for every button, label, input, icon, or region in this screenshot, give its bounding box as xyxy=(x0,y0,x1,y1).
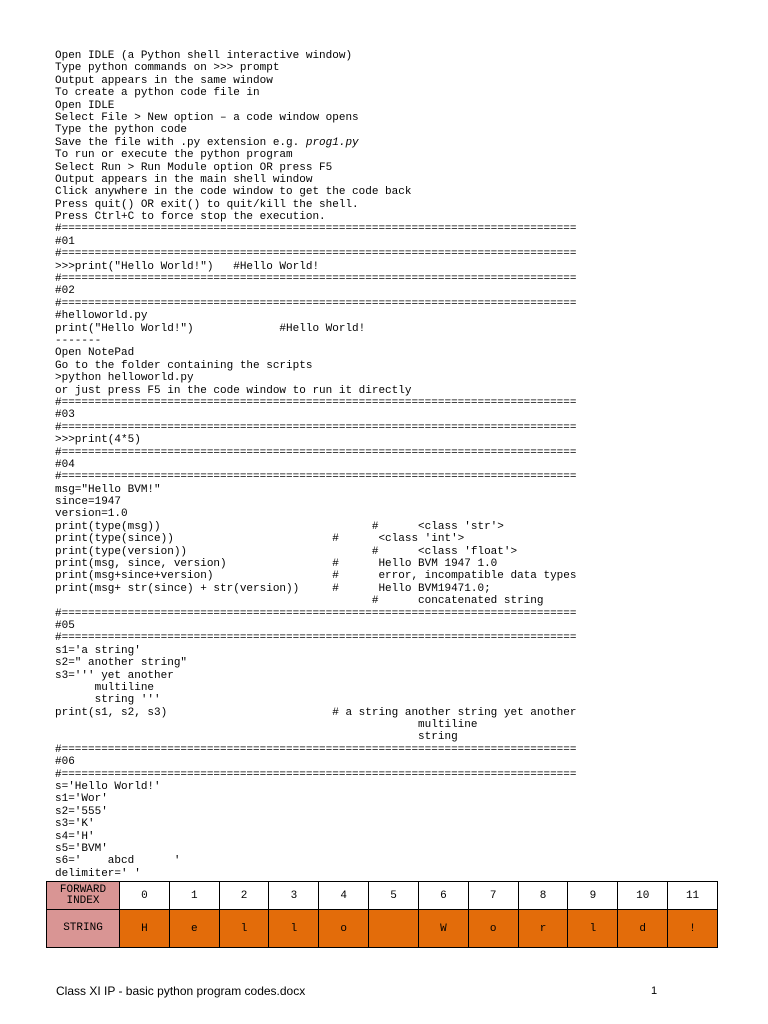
code-line-text: s2='555' xyxy=(55,805,108,818)
code-line xyxy=(55,298,615,310)
example-filename: prog1.py xyxy=(305,136,359,149)
code-line-text: print(msg, since, version) # Hello BVM 1947 1.0 xyxy=(55,558,498,571)
code-line-text: s5='BVM' xyxy=(55,843,108,855)
string-index-table xyxy=(46,881,718,948)
forward-index-cell: 1 xyxy=(169,882,219,910)
code-line xyxy=(55,186,615,198)
code-line xyxy=(55,818,615,830)
code-line-text: #02 xyxy=(55,285,75,298)
code-listing xyxy=(55,50,615,880)
string-char-cell: W xyxy=(418,910,468,948)
code-line-text: Click anywhere in the code window to get the code back xyxy=(55,186,412,199)
string-row xyxy=(47,910,718,948)
forward-index-cell: 5 xyxy=(369,882,419,910)
code-line xyxy=(55,385,615,397)
code-line xyxy=(55,87,615,99)
code-line-text: #============================================================================== xyxy=(55,743,577,756)
code-line xyxy=(55,484,615,496)
code-line-text: s3=''' yet another xyxy=(55,669,174,682)
code-line xyxy=(55,471,615,483)
code-line-text: version=1.0 xyxy=(55,508,128,521)
string-char-cell: e xyxy=(169,910,219,948)
forward-index-cell: 11 xyxy=(668,882,718,910)
code-line xyxy=(55,707,615,719)
code-line xyxy=(55,806,615,818)
code-line-text: #01 xyxy=(55,235,75,248)
forward-index-cell: 9 xyxy=(568,882,618,910)
code-line-text: Press quit() OR exit() to quit/kill the shell. xyxy=(55,198,359,211)
code-line-text: #03 xyxy=(55,409,75,422)
code-line xyxy=(55,533,615,545)
code-line-text: string ''' xyxy=(55,694,161,707)
code-line-text: s='Hello World!' xyxy=(55,781,161,794)
code-line-text: string xyxy=(55,731,458,744)
code-line xyxy=(55,546,615,558)
code-line-text: print(type(msg)) # <class 'str'> xyxy=(55,520,504,533)
code-line xyxy=(55,347,615,359)
code-line xyxy=(55,843,615,855)
code-line-text: print(type(since)) # <class 'int'> xyxy=(55,533,465,546)
page-number: 1 xyxy=(651,985,658,997)
code-line-text: Go to the folder containing the scripts xyxy=(55,359,313,372)
forward-index-cell: 2 xyxy=(219,882,269,910)
forward-index-cell: 4 xyxy=(319,882,369,910)
code-line xyxy=(55,855,615,867)
code-line-text: s3='K' xyxy=(55,818,95,831)
code-line xyxy=(55,434,615,446)
code-line-text: >>>print("Hello World!") #Hello World! xyxy=(55,260,320,273)
code-line xyxy=(55,719,615,731)
code-line xyxy=(55,583,615,595)
string-char-cell: l xyxy=(269,910,319,948)
code-line xyxy=(55,756,615,768)
string-char-cell: l xyxy=(219,910,269,948)
code-line-text: Select Run > Run Module option OR press F5 xyxy=(55,161,333,174)
code-line-text: s1='a string' xyxy=(55,644,141,657)
string-char-cell xyxy=(369,910,419,948)
forward-index-cell: 3 xyxy=(269,882,319,910)
code-line xyxy=(55,682,615,694)
code-line xyxy=(55,223,615,235)
code-line-text: #============================================================================== xyxy=(55,273,577,286)
code-line xyxy=(55,694,615,706)
code-line xyxy=(55,397,615,409)
code-line-text: print(msg+ str(since) + str(version)) # Hello BVM19471.0; xyxy=(55,582,491,595)
string-char-cell: d xyxy=(618,910,668,948)
code-line xyxy=(55,409,615,421)
forward-index-cell: 0 xyxy=(120,882,170,910)
code-line-text: #============================================================================== xyxy=(55,632,577,645)
code-line-text: print(msg+since+version) # error, incompatible data types xyxy=(55,570,577,583)
code-line xyxy=(55,335,615,347)
string-char-cell: o xyxy=(319,910,369,948)
code-line-text: >>>print(4*5) xyxy=(55,434,141,447)
code-line-text: Press Ctrl+C to force stop the execution. xyxy=(55,211,326,224)
code-line xyxy=(55,868,615,880)
code-line-text: s1='Wor' xyxy=(55,793,108,806)
code-line-text: print(s1, s2, s3) # a string another string yet another xyxy=(55,706,577,719)
code-line-text: #06 xyxy=(55,756,75,769)
code-line xyxy=(55,112,615,124)
code-line-text: #helloworld.py xyxy=(55,310,148,323)
code-line-text: Open IDLE xyxy=(55,99,115,112)
code-line xyxy=(55,124,615,136)
code-line-text: s4='H' xyxy=(55,830,95,843)
code-line xyxy=(55,323,615,335)
string-char-cell: l xyxy=(568,910,618,948)
code-line-text: multiline xyxy=(55,681,155,694)
code-line xyxy=(55,570,615,582)
code-line xyxy=(55,137,615,149)
code-line-text: #04 xyxy=(55,458,75,471)
code-line xyxy=(55,62,615,74)
code-line-text: Output appears in the same window xyxy=(55,74,273,87)
code-line-text: #============================================================================== xyxy=(55,297,577,310)
code-line xyxy=(55,645,615,657)
code-line xyxy=(55,657,615,669)
code-line-text: print("Hello World!") #Hello World! xyxy=(55,322,366,335)
document-filename: Class XI IP - basic python program codes.docx xyxy=(56,984,306,998)
code-line xyxy=(55,831,615,843)
code-line xyxy=(55,620,615,632)
forward-index-cell: 7 xyxy=(468,882,518,910)
code-line xyxy=(55,769,615,781)
code-line-text: Open IDLE (a Python shell interactive window) xyxy=(55,50,353,62)
code-line-text: Type python commands on >>> prompt xyxy=(55,62,280,75)
code-line-text: #============================================================================== xyxy=(55,223,577,236)
code-line xyxy=(55,670,615,682)
code-line xyxy=(55,744,615,756)
code-line-text: #============================================================================== xyxy=(55,396,577,409)
code-line xyxy=(55,199,615,211)
code-line-text: Output appears in the main shell window xyxy=(55,173,313,186)
code-line xyxy=(55,459,615,471)
code-line-text: To run or execute the python program xyxy=(55,149,293,162)
code-line-text: Select File > New option – a code window opens xyxy=(55,111,359,124)
code-line-text: or just press F5 in the code window to run it directly xyxy=(55,384,412,397)
code-line-text: delimiter=' ' xyxy=(55,867,141,880)
code-line-text: #============================================================================== xyxy=(55,471,577,484)
code-line xyxy=(55,781,615,793)
code-line-text: #============================================================================== xyxy=(55,607,577,620)
code-line xyxy=(55,632,615,644)
code-line-text: #============================================================================== xyxy=(55,446,577,459)
forward-index-header: FORWARD INDEX xyxy=(47,882,120,910)
code-line xyxy=(55,360,615,372)
code-line xyxy=(55,372,615,384)
code-line-text: print(type(version)) # <class 'float'> xyxy=(55,545,518,558)
forward-index-row xyxy=(47,882,718,910)
code-line xyxy=(55,211,615,223)
string-char-cell: o xyxy=(468,910,518,948)
code-line-text: multiline xyxy=(55,719,478,732)
code-line-text: Open NotePad xyxy=(55,347,135,360)
code-line xyxy=(55,285,615,297)
code-line xyxy=(55,261,615,273)
code-line-text: #05 xyxy=(55,619,75,632)
code-line xyxy=(55,174,615,186)
code-line xyxy=(55,521,615,533)
code-line-text: s6=' abcd ' xyxy=(55,855,181,868)
string-char-cell: H xyxy=(120,910,170,948)
code-line-text: >python helloworld.py xyxy=(55,372,194,385)
code-line xyxy=(55,75,615,87)
code-line xyxy=(55,310,615,322)
code-line xyxy=(55,793,615,805)
code-line-text: To create a python code file in xyxy=(55,87,260,100)
code-line-text: # concatenated string xyxy=(55,595,544,608)
code-line xyxy=(55,149,615,161)
code-line xyxy=(55,236,615,248)
forward-index-cell: 8 xyxy=(518,882,568,910)
code-line xyxy=(55,608,615,620)
code-line xyxy=(55,50,615,62)
code-line xyxy=(55,496,615,508)
code-line-text: #============================================================================== xyxy=(55,768,577,781)
code-line xyxy=(55,162,615,174)
code-line xyxy=(55,447,615,459)
code-line xyxy=(55,100,615,112)
code-line-text: #============================================================================== xyxy=(55,248,577,261)
forward-index-cell: 6 xyxy=(418,882,468,910)
code-line xyxy=(55,422,615,434)
forward-index-cell: 10 xyxy=(618,882,668,910)
string-header: STRING xyxy=(47,910,120,948)
code-line-text: #============================================================================== xyxy=(55,421,577,434)
string-char-cell: r xyxy=(518,910,568,948)
code-line-text: Type the python code xyxy=(55,124,188,137)
code-line-text: since=1947 xyxy=(55,496,122,509)
string-char-cell: ! xyxy=(668,910,718,948)
code-line xyxy=(55,595,615,607)
code-line xyxy=(55,731,615,743)
code-line-text: ------- xyxy=(55,334,102,347)
code-line xyxy=(55,558,615,570)
code-line-text: s2=" another string" xyxy=(55,657,188,670)
code-line-text: Save the file with .py extension e.g. xyxy=(55,136,306,149)
code-line xyxy=(55,508,615,520)
code-line xyxy=(55,248,615,260)
code-line xyxy=(55,273,615,285)
code-line-text: msg="Hello BVM!" xyxy=(55,483,161,496)
